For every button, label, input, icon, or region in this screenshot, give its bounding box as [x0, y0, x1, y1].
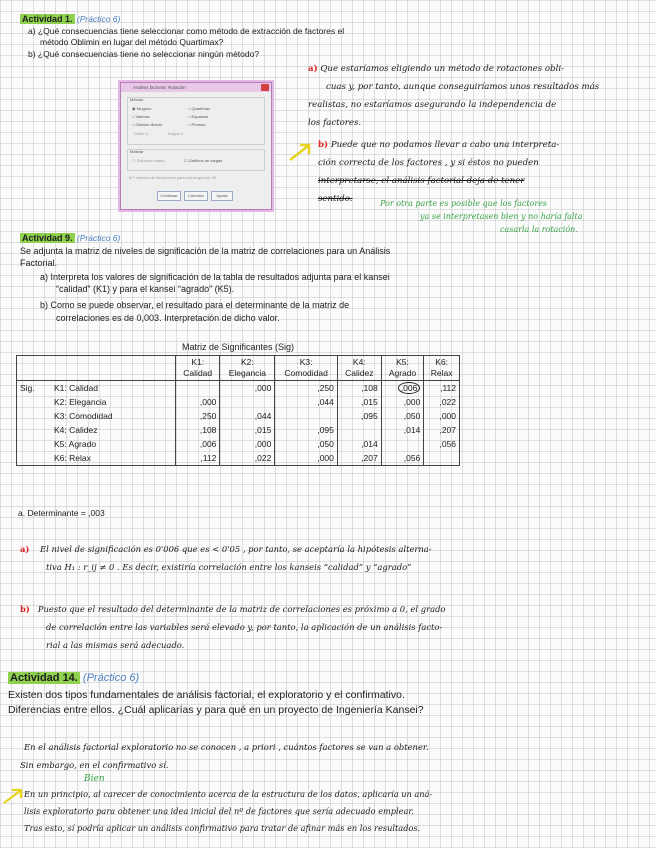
cell: ,112 — [424, 381, 460, 396]
rotation-dialog — [120, 82, 272, 210]
cell: ,050 — [381, 409, 424, 423]
act14-question-line2: Diferencias entre ellos. ¿Cuál aplicarías y para qué en un proyecto de Ingeniería Kansei? — [8, 704, 424, 716]
matrix-footnote: a. Determinante = ,003 — [18, 508, 105, 518]
help-button: Ayuda — [211, 191, 233, 201]
act9-answer-a — [20, 540, 652, 576]
cell: ,014 — [337, 437, 381, 451]
act1-question-a-cont: método Oblimin en lugar del método Quartimax? — [40, 37, 224, 47]
row-label: K5: Agrado — [51, 437, 176, 451]
cell — [275, 409, 338, 423]
act1-teacher-note — [380, 197, 652, 236]
act9-answer-b-mark: b) — [20, 604, 30, 614]
radio-promax: ○ Promax — [188, 122, 206, 127]
method-label: Método — [130, 97, 144, 102]
act1-answer-b-line3: interpretarse, el análisis factorial deja de tener — [318, 176, 525, 186]
matrix-header-k5: K5: Agrado — [381, 356, 424, 381]
act14-teacher-bien: Bien — [84, 774, 105, 784]
cell: ,015 — [337, 395, 381, 409]
cell: ,044 — [275, 395, 338, 409]
dialog-close-icon — [261, 84, 269, 91]
act9-answer-a-line1: El nivel de significación es 0'006 que es < 0'05 , por tanto, se aceptaría la hipótesis alterna- — [40, 544, 432, 554]
act9-answer-a-mark: a) — [20, 544, 30, 554]
row-label: K4: Calidez — [51, 423, 176, 437]
table-row — [17, 381, 460, 396]
cell: ,056 — [381, 451, 424, 466]
act9-answer-b-line1: Puesto que el resultado del determinante de la matriz de correlaciones es próximo a 0, el grado — [37, 604, 446, 614]
cell: ,056 — [424, 437, 460, 451]
cell: ,250 — [275, 381, 338, 396]
cell: ,000 — [220, 437, 275, 451]
act14-answer-part1 — [20, 738, 654, 774]
table-row — [17, 437, 460, 451]
check-arrow-icon — [2, 786, 26, 806]
act1-answer-b-mark: b) — [318, 140, 329, 150]
act14-answer-line4: lisis exploratorio para obtener una idea inicial del nº de factores que sería adecuado emplear. — [24, 806, 415, 816]
matrix-header-k4: K4: Calidez — [337, 356, 381, 381]
matrix-corner — [17, 356, 176, 381]
act1-question-a: a) ¿Qué consecuencias tiene seleccionar como método de extracción de factores el — [28, 26, 345, 36]
act9-question-b: b) Como se puede observar, el resultado para el determinante de la matriz de — [40, 300, 350, 310]
delta-field: Delta: 0 — [134, 131, 148, 136]
cell: ,207 — [424, 423, 460, 437]
act9-answer-a-line2: tiva H₁ : r_ij ≠ 0 . Es decir, existiría correlación entre los kanseis “calidad” y “agrado” — [46, 562, 412, 572]
matrix-header-k3: K3: Comodidad — [275, 356, 338, 381]
act9-intro-line2: Factorial. — [20, 258, 58, 268]
chk-loadings: ☐ Gráficos de cargas — [184, 158, 223, 163]
act14-practico: (Práctico 6) — [82, 672, 140, 684]
cell: ,006 — [176, 437, 220, 451]
act9-intro-line1: Se adjunta la matriz de niveles de significación de la matriz de correlaciones para un Análisis — [20, 246, 391, 256]
teacher-note-line2: ya se interpretasen bien y no haría falta — [420, 212, 583, 221]
dialog-title: Análisis factorial: Rotación — [121, 83, 271, 92]
cell: ,207 — [337, 451, 381, 466]
row-label: K3: Comodidad — [51, 409, 176, 423]
act1-practico: (Práctico 6) — [76, 14, 121, 24]
cell — [176, 381, 220, 396]
cell: ,112 — [176, 451, 220, 466]
continue-button: Continuar — [157, 191, 181, 201]
act1-answer-a-line2: cuas y, por tanto, aunque conseguiríamos unos resultados más — [326, 82, 600, 92]
display-label: Mostrar — [130, 149, 144, 154]
act1-heading — [20, 14, 120, 25]
cell: ,015 — [220, 423, 275, 437]
cell: ,014 — [381, 423, 424, 437]
matrix-header-k6: K6: Relax — [424, 356, 460, 381]
cell: ,022 — [424, 395, 460, 409]
cell-circled: ,006 — [381, 381, 424, 396]
act14-answer-line2: Sin embargo, en el confirmativo sí. — [20, 760, 169, 770]
act1-answer-a-line1: Que estaríamos eligiendo un método de rotaciones obli- — [320, 64, 564, 74]
act9-question-a-cont: “calidad” (K1) y para el kansei “agrado” (K5). — [56, 284, 235, 294]
act1-answer-a-line3: realistas, no estaríamos asegurando la independencia de — [308, 100, 557, 110]
row-label: K6: Relax — [51, 451, 176, 466]
cell: ,095 — [337, 409, 381, 423]
method-group — [127, 97, 265, 145]
act9-practico: (Práctico 6) — [76, 233, 121, 243]
act1-answer-a — [308, 60, 653, 132]
cancel-button: Cancelar — [184, 191, 208, 201]
row-label: K1: Calidad — [51, 381, 176, 396]
act1-label: Actividad 1. — [22, 14, 73, 24]
act9-answer-b — [20, 600, 652, 654]
act14-label: Actividad 14. — [10, 672, 78, 684]
radio-varimax: ○ Varimax — [132, 114, 150, 119]
cell: ,250 — [176, 409, 220, 423]
cell: ,000 — [424, 409, 460, 423]
act14-answer-line1: En el análisis factorial exploratorio no se conocen , a priori , cuántos factores se van a obtener. — [24, 742, 429, 752]
radio-none: ◉ Ninguno — [132, 106, 152, 111]
act1-answer-b-line4: sentido. — [318, 194, 353, 204]
radio-oblimin: ○ Oblimin directo — [132, 122, 163, 127]
cell: ,000 — [176, 395, 220, 409]
act9-heading — [20, 233, 120, 244]
act14-answer-line5: Tras esto, sí podría aplicar un análisis confirmativo para tratar de afinar más en los resultados. — [24, 823, 421, 833]
significance-matrix — [16, 355, 460, 466]
check-arrow-icon — [288, 140, 316, 164]
matrix-header-row — [17, 356, 460, 381]
cell: ,050 — [275, 437, 338, 451]
act9-answer-b-line2: de correlación entre las variables será elevado y, por tanto, la aplicación de un análisis facto- — [46, 622, 443, 632]
act9-label: Actividad 9. — [22, 233, 73, 243]
cell: ,044 — [220, 409, 275, 423]
table-row — [17, 451, 460, 466]
act1-answer-a-line4: los factores. — [308, 118, 362, 128]
act9-question-a: a) Interpreta los valores de significación de la tabla de resultados adjunta para el kansei — [40, 272, 390, 282]
matrix-header-k1: K1: Calidad — [176, 356, 220, 381]
teacher-note-line1: Por otra parte es posible que los factores — [380, 199, 548, 208]
cell: ,000 — [381, 395, 424, 409]
act9-answer-b-line3: rial a las mismas será adecuado. — [46, 640, 185, 650]
act9-question-b-cont: correlaciones es de 0,003. Interpretación de dicho valor. — [56, 313, 280, 323]
cell: ,022 — [220, 451, 275, 466]
chk-solution: ☐ Solución rotada — [132, 158, 165, 163]
cell — [424, 451, 460, 466]
table-row — [17, 395, 460, 409]
display-group — [127, 149, 265, 171]
cell: ,108 — [337, 381, 381, 396]
matrix-header-k2: K2: Elegancia — [220, 356, 275, 381]
cell: ,000 — [275, 451, 338, 466]
cell — [220, 395, 275, 409]
teacher-note-line3: casarla la rotación. — [500, 225, 578, 234]
matrix-group-label: Sig. — [17, 381, 52, 396]
cell: ,095 — [275, 423, 338, 437]
table-row — [17, 409, 460, 423]
cell — [337, 423, 381, 437]
act1-answer-a-mark: a) — [308, 64, 318, 74]
act1-question-b: b) ¿Qué consecuencias tiene no seleccionar ningún método? — [28, 49, 260, 59]
cell: ,108 — [176, 423, 220, 437]
act1-answer-b-line2: ción correcta de los factores , y si éstos no pueden — [318, 158, 539, 168]
matrix-title: Matriz de Significantes (Sig) — [181, 342, 295, 352]
act14-question-line1: Existen dos tipos fundamentales de análisis factorial, el exploratorio y el confirmativo. — [8, 689, 405, 701]
cell: ,000 — [220, 381, 275, 396]
act14-heading — [8, 672, 139, 684]
act1-answer-b-line1: Puede que no podamos llevar a cabo una interpreta- — [330, 140, 560, 150]
row-label: K2: Elegancia — [51, 395, 176, 409]
cell — [381, 437, 424, 451]
radio-equamax: ○ Equamax — [188, 114, 209, 119]
table-row — [17, 423, 460, 437]
act14-answer-part2 — [24, 786, 654, 837]
kappa-field: Kappa 4 — [168, 131, 183, 136]
radio-quartimax: ○ Quartimax — [188, 106, 210, 111]
act14-answer-line3: En un principio, al carecer de conocimiento acerca de la estructura de los datos, aplicaría un aná- — [24, 789, 433, 799]
iter-field: N.º máximo de iteraciones para convergencia: 25 — [129, 175, 217, 180]
